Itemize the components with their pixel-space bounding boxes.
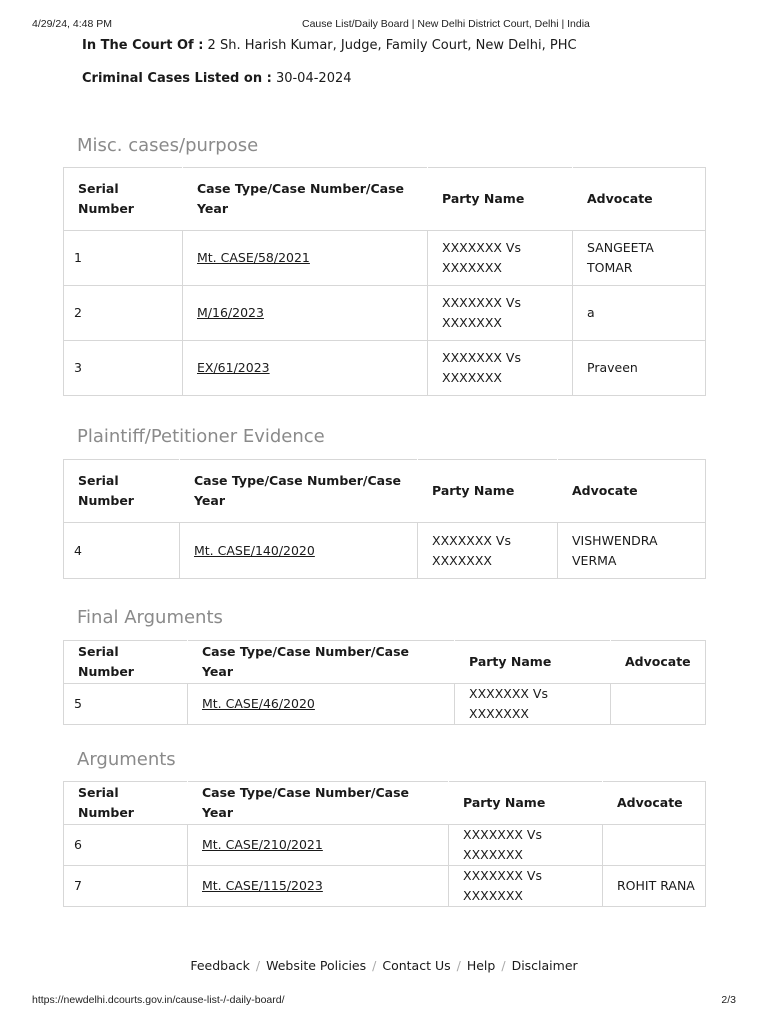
- serial-cell: 6: [64, 825, 188, 866]
- header-serial: Serial Number: [64, 641, 188, 684]
- case-cell: [188, 684, 455, 725]
- cause-list-table-final-arguments: [63, 640, 706, 725]
- advocate-cell: [603, 825, 706, 866]
- case-cell: [183, 341, 428, 396]
- footer-link-website-policies[interactable]: Website Policies: [266, 958, 367, 973]
- table-row: [64, 286, 706, 341]
- header-advocate: Advocate: [573, 168, 706, 231]
- footer-links: [0, 958, 768, 973]
- advocate-cell: SANGEETA TOMAR: [573, 231, 706, 286]
- header-case: Case Type/Case Number/Case Year: [183, 168, 428, 231]
- header-advocate: Advocate: [603, 782, 706, 825]
- party-cell: XXXXXXX Vs XXXXXXX: [418, 523, 558, 579]
- listed-value: 30-04-2024: [275, 71, 352, 86]
- section-title-plaintiff-evidence: Plaintiff/Petitioner Evidence: [77, 426, 325, 447]
- table-row: [64, 341, 706, 396]
- advocate-cell: VISHWENDRA VERMA: [558, 523, 706, 579]
- footer-link-help[interactable]: Help: [466, 958, 496, 973]
- table-row: [64, 523, 706, 579]
- serial-cell: 5: [64, 684, 188, 725]
- case-cell: [188, 866, 449, 907]
- table-header-row: [64, 782, 706, 825]
- cause-list-table-misc: [63, 167, 706, 396]
- footer-link-feedback[interactable]: Feedback: [190, 958, 250, 973]
- case-link[interactable]: Mt. CASE/46/2020: [202, 696, 315, 711]
- serial-cell: 1: [64, 231, 183, 286]
- party-cell: XXXXXXX Vs XXXXXXX: [428, 341, 573, 396]
- court-name-line: [82, 38, 577, 53]
- case-link[interactable]: Mt. CASE/58/2021: [197, 250, 310, 265]
- serial-cell: 7: [64, 866, 188, 907]
- header-case: Case Type/Case Number/Case Year: [188, 782, 449, 825]
- print-footer: [32, 994, 736, 1008]
- header-serial: Serial Number: [64, 168, 183, 231]
- section-title-arguments: Arguments: [77, 749, 176, 770]
- table-row: [64, 231, 706, 286]
- advocate-cell: Praveen: [573, 341, 706, 396]
- case-link[interactable]: Mt. CASE/140/2020: [194, 542, 315, 558]
- table-header-row: [64, 641, 706, 684]
- case-cell: [188, 825, 449, 866]
- header-party: Party Name: [428, 168, 573, 231]
- court-value: 2 Sh. Harish Kumar, Judge, Family Court, New Delhi, PHC: [207, 38, 577, 53]
- table-row: [64, 684, 706, 725]
- header-party: Party Name: [455, 641, 611, 684]
- listed-date-line: [82, 71, 352, 86]
- party-cell: XXXXXXX Vs XXXXXXX: [428, 231, 573, 286]
- header-party: Party Name: [449, 782, 603, 825]
- footer-separator: /: [372, 958, 377, 973]
- party-cell: XXXXXXX Vs XXXXXXX: [455, 684, 611, 725]
- advocate-cell: [611, 684, 706, 725]
- section-title-misc: Misc. cases/purpose: [77, 135, 259, 156]
- cause-list-table-plaintiff-evidence: [63, 459, 706, 579]
- listed-label: Criminal Cases Listed on :: [82, 71, 272, 86]
- footer-separator: /: [255, 958, 261, 973]
- advocate-cell: a: [573, 286, 706, 341]
- print-page-title: Cause List/Daily Board | New Delhi District Court, Delhi | India: [302, 18, 590, 30]
- case-link[interactable]: Mt. CASE/115/2023: [202, 878, 323, 893]
- table-header-row: [64, 460, 706, 523]
- serial-cell: 4: [64, 523, 180, 579]
- party-cell: XXXXXXX Vs XXXXXXX: [428, 286, 573, 341]
- header-advocate: Advocate: [558, 460, 706, 523]
- party-cell: XXXXXXX Vs XXXXXXX: [449, 825, 603, 866]
- cause-list-table-arguments: [63, 781, 706, 907]
- section-title-final-arguments: Final Arguments: [77, 607, 223, 628]
- serial-cell: 2: [64, 286, 183, 341]
- serial-cell: 3: [64, 341, 183, 396]
- court-label: In The Court Of :: [82, 38, 204, 53]
- print-timestamp: 4/29/24, 4:48 PM: [32, 18, 112, 30]
- print-url: https://newdelhi.dcourts.gov.in/cause-list-/-daily-board/: [32, 994, 285, 1006]
- header-case: Case Type/Case Number/Case Year: [188, 641, 455, 684]
- case-cell: [180, 523, 418, 579]
- footer-separator: /: [501, 958, 506, 973]
- table-row: [64, 866, 706, 907]
- case-cell: [183, 286, 428, 341]
- footer-separator: /: [456, 958, 461, 973]
- header-case: Case Type/Case Number/Case Year: [180, 460, 418, 523]
- table-row: [64, 825, 706, 866]
- header-serial: Serial Number: [64, 460, 180, 523]
- table-header-row: [64, 168, 706, 231]
- print-header: [32, 18, 736, 32]
- header-party: Party Name: [418, 460, 558, 523]
- advocate-cell: ROHIT RANA: [603, 866, 706, 907]
- case-link[interactable]: EX/61/2023: [197, 360, 270, 375]
- case-link[interactable]: Mt. CASE/210/2021: [202, 837, 323, 852]
- case-cell: [183, 231, 428, 286]
- header-advocate: Advocate: [611, 641, 706, 684]
- print-page-number: 2/3: [721, 994, 736, 1006]
- footer-link-disclaimer[interactable]: Disclaimer: [511, 958, 578, 973]
- party-cell: XXXXXXX Vs XXXXXXX: [449, 866, 603, 907]
- header-serial: Serial Number: [64, 782, 188, 825]
- case-link[interactable]: M/16/2023: [197, 305, 264, 320]
- footer-link-contact-us[interactable]: Contact Us: [382, 958, 451, 973]
